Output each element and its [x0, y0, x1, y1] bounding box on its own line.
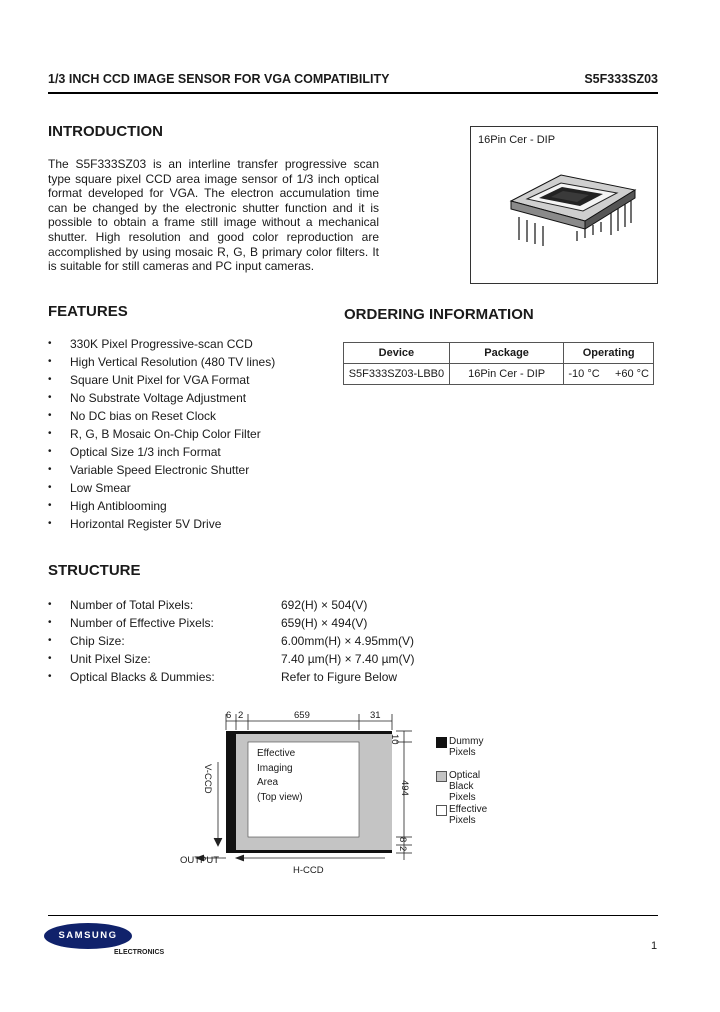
list-item	[48, 596, 468, 614]
page-number: 1	[651, 940, 658, 952]
legend-label: Optical Black Pixels	[449, 770, 481, 803]
dim-right-bot-b: 2	[397, 846, 408, 852]
bullet: •	[48, 356, 52, 367]
dim-left-b: 2	[238, 710, 244, 721]
structure-heading: STRUCTURE	[48, 562, 141, 579]
structure-label: Number of Total Pixels:	[70, 598, 194, 612]
introduction-heading: INTRODUCTION	[48, 123, 163, 140]
bullet: •	[48, 464, 52, 475]
dim-right-top: 10	[389, 734, 400, 745]
table-header-row	[344, 343, 654, 364]
legend-swatch-effective	[436, 805, 447, 816]
features-heading: FEATURES	[48, 303, 128, 320]
dim-top-right: 31	[370, 710, 381, 721]
footer-rule	[48, 915, 658, 916]
features-list	[48, 335, 348, 533]
bullet: •	[48, 500, 52, 511]
dim-right-mid: 494	[399, 780, 410, 796]
structure-list	[48, 596, 468, 686]
legend-swatch-optical-black	[436, 771, 447, 782]
feature-text: No DC bias on Reset Clock	[70, 409, 217, 423]
structure-value: 7.40 µm(H) × 7.40 µm(V)	[281, 652, 415, 666]
bullet: •	[48, 338, 52, 349]
legend-label: Effective Pixels	[449, 804, 488, 826]
structure-label: Optical Blacks & Dummies:	[70, 670, 215, 684]
list-item	[48, 479, 348, 497]
feature-text: Horizontal Register 5V Drive	[70, 517, 222, 531]
feature-text: Low Smear	[70, 481, 131, 495]
vccd-label: V-CCD	[202, 764, 213, 794]
feature-text: R, G, B Mosaic On-Chip Color Filter	[70, 427, 261, 441]
bullet: •	[48, 635, 52, 646]
list-item	[48, 668, 468, 686]
area-line: Effective	[257, 748, 296, 759]
table-cell: -10 °C +60 °C	[564, 364, 654, 385]
list-item	[48, 443, 348, 461]
hccd-label: H-CCD	[293, 865, 324, 876]
list-item	[48, 425, 348, 443]
column-header: Device	[344, 343, 450, 364]
structure-label: Number of Effective Pixels:	[70, 616, 214, 630]
list-item	[48, 515, 348, 533]
table-cell: 16Pin Cer - DIP	[449, 364, 564, 385]
feature-text: High Antiblooming	[70, 499, 167, 513]
ordering-table	[343, 342, 654, 385]
bullet: •	[48, 392, 52, 403]
part-number: S5F333SZ03	[584, 72, 658, 86]
pixel-layout-diagram	[160, 700, 560, 885]
table-cell: S5F333SZ03-LBB0	[344, 364, 450, 385]
list-item	[48, 335, 348, 353]
list-item	[48, 650, 468, 668]
dim-right-bot-a: 8	[397, 837, 408, 843]
introduction-text: The S5F333SZ03 is an interline transfer progressive scan type square pixel CCD area image sensor of 1/3 inch optical format developed for VGA. The electron accumulation time can be changed by the electronic shutter function and it is possible to obtain a frame still image without a mechanical shutter. High resolution and good color reproduction are accomplished by using mosaic R, G, B primary color filters. It is suitable for still cameras and PC input cameras.	[48, 157, 379, 274]
ordering-heading: ORDERING INFORMATION	[344, 306, 534, 323]
bullet: •	[48, 482, 52, 493]
bullet: •	[48, 518, 52, 529]
structure-label: Unit Pixel Size:	[70, 652, 151, 666]
package-figure	[470, 126, 658, 284]
area-line: (Top view)	[257, 791, 303, 803]
output-label: OUTPUT	[180, 855, 220, 866]
samsung-logo: SAMSUNG	[44, 923, 132, 949]
bullet: •	[48, 374, 52, 385]
bullet: •	[48, 653, 52, 664]
effective-area-label	[257, 747, 303, 805]
area-line: Imaging	[257, 762, 293, 774]
bullet: •	[48, 446, 52, 457]
feature-text: Square Unit Pixel for VGA Format	[70, 373, 250, 387]
list-item	[48, 371, 348, 389]
bullet: •	[48, 599, 52, 610]
list-item	[48, 353, 348, 371]
feature-text: No Substrate Voltage Adjustment	[70, 391, 247, 405]
bullet: •	[48, 671, 52, 682]
header-rule	[48, 92, 658, 94]
structure-value: 6.00mm(H) × 4.95mm(V)	[281, 634, 415, 648]
table-row	[344, 364, 654, 385]
list-item	[48, 407, 348, 425]
area-line: Area	[257, 777, 279, 788]
bullet: •	[48, 428, 52, 439]
legend-swatch-dummy	[436, 737, 447, 748]
structure-label: Chip Size:	[70, 634, 125, 648]
feature-text: 330K Pixel Progressive-scan CCD	[70, 337, 253, 351]
column-header: Package	[449, 343, 564, 364]
list-item	[48, 389, 348, 407]
structure-value: 692(H) × 504(V)	[281, 598, 368, 612]
structure-value: Refer to Figure Below	[281, 670, 398, 684]
dim-left-a: 6	[226, 710, 232, 721]
legend-label: Dummy Pixels	[449, 736, 484, 758]
division-label: ELECTRONICS	[114, 949, 165, 956]
column-header: Operating	[564, 343, 654, 364]
bullet: •	[48, 617, 52, 628]
bullet: •	[48, 410, 52, 421]
feature-text: High Vertical Resolution (480 TV lines)	[70, 355, 276, 369]
list-item	[48, 614, 468, 632]
document-title: 1/3 INCH CCD IMAGE SENSOR FOR VGA COMPATIBILITY	[48, 72, 390, 86]
feature-text: Variable Speed Electronic Shutter	[70, 463, 250, 477]
pixel-structure-figure	[160, 700, 560, 885]
structure-value: 659(H) × 494(V)	[281, 616, 368, 630]
list-item	[48, 461, 348, 479]
list-item	[48, 632, 468, 650]
list-item	[48, 497, 348, 515]
feature-text: Optical Size 1/3 inch Format	[70, 445, 221, 459]
package-label: 16Pin Cer - DIP	[478, 134, 556, 146]
dim-top-mid: 659	[294, 710, 310, 721]
dip-package-image	[471, 127, 657, 283]
